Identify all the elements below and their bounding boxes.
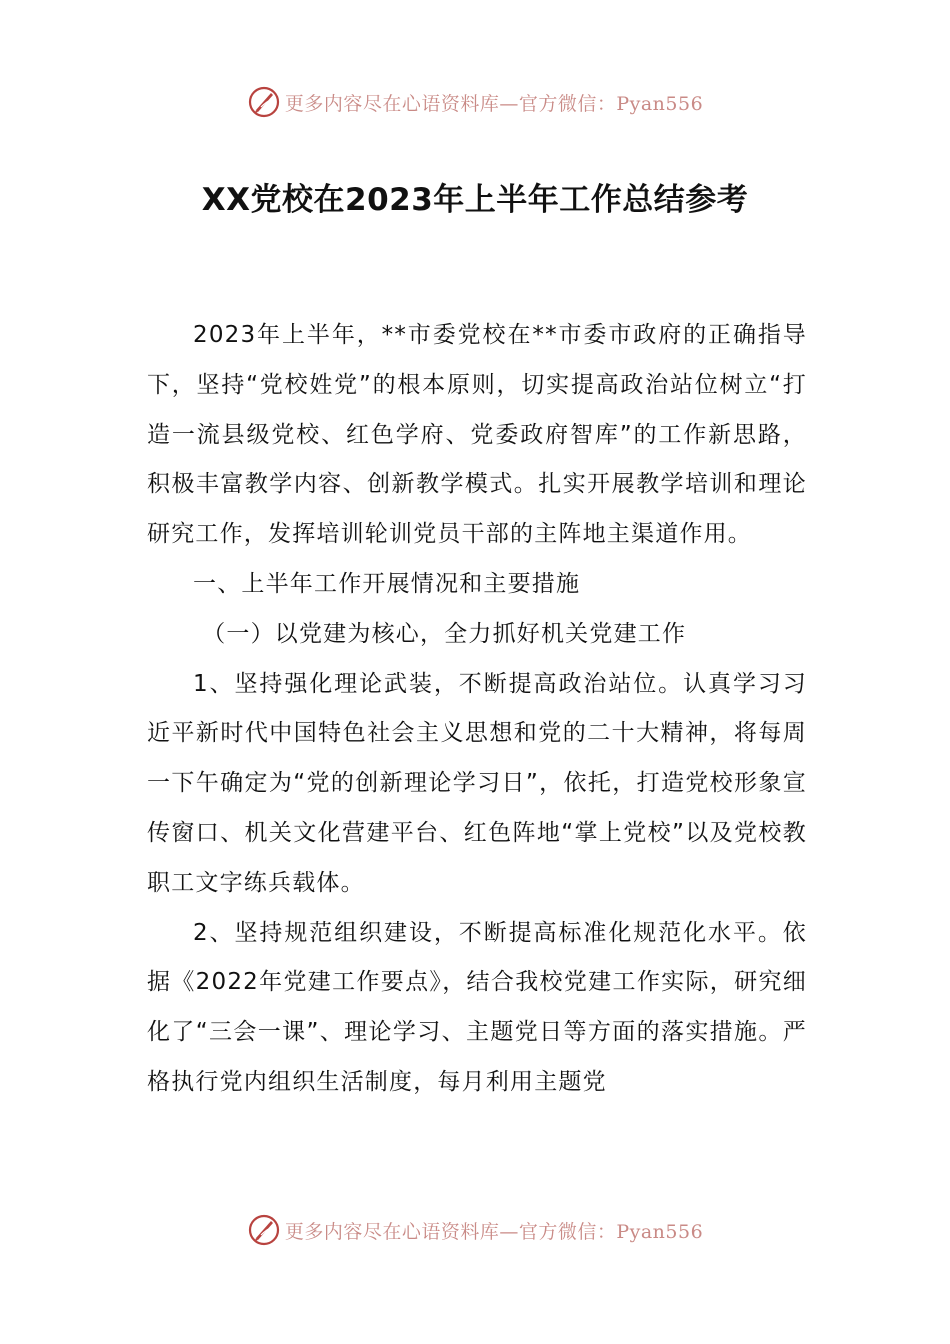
section-heading: 一、上半年工作开展情况和主要措施 [193,570,581,597]
header-watermark-text: 更多内容尽在心语资料库—官方微信：Pyan556 [284,92,704,115]
footer-watermark-banner [0,1210,950,1250]
body-paragraph-1: 1、坚持强化理论武装，不断提高政治站位。认真学习习近平新时代中国特色社会主义思想和党的二十大精神，将每周一下午确定为“党的创新理论学习日”，依托，打造党校形象宣传窗口、机关文化营建平台、红色阵地“掌上党校”以及党校教职工文字练兵载体。 [147,670,807,896]
footer-watermark-text: 更多内容尽在心语资料库—官方微信：Pyan556 [284,1220,704,1243]
quill-pen-logo-icon [247,1213,281,1247]
intro-paragraph: 2023年上半年，**市委党校在**市委市政府的正确指导下，坚持“党校姓党”的根本原则，切实提高政治站位树立“打造一流县级党校、红色学府、党委政府智库”的工作新思路，积极丰富教学内容、创新教学模式。扎实开展教学培训和理论研究工作，发挥培训轮训党员干部的主阵地主渠道作用。 [147,322,807,548]
header-watermark-banner [0,82,950,122]
document-title: XX党校在2023年上半年工作总结参考 [201,182,749,218]
body-paragraph-2: 2、坚持规范组织建设，不断提高标准化规范化水平。依据《2022年党建工作要点》，结合我校党建工作实际，研究细化了“三会一课”、理论学习、主题党日等方面的落实措施。严格执行党内组织生活制度，每月利用主题党 [147,919,807,1095]
document-body [147,311,807,1108]
quill-pen-logo-icon [247,85,281,119]
subsection-heading: （一）以党建为核心，全力抓好机关党建工作 [202,620,687,647]
